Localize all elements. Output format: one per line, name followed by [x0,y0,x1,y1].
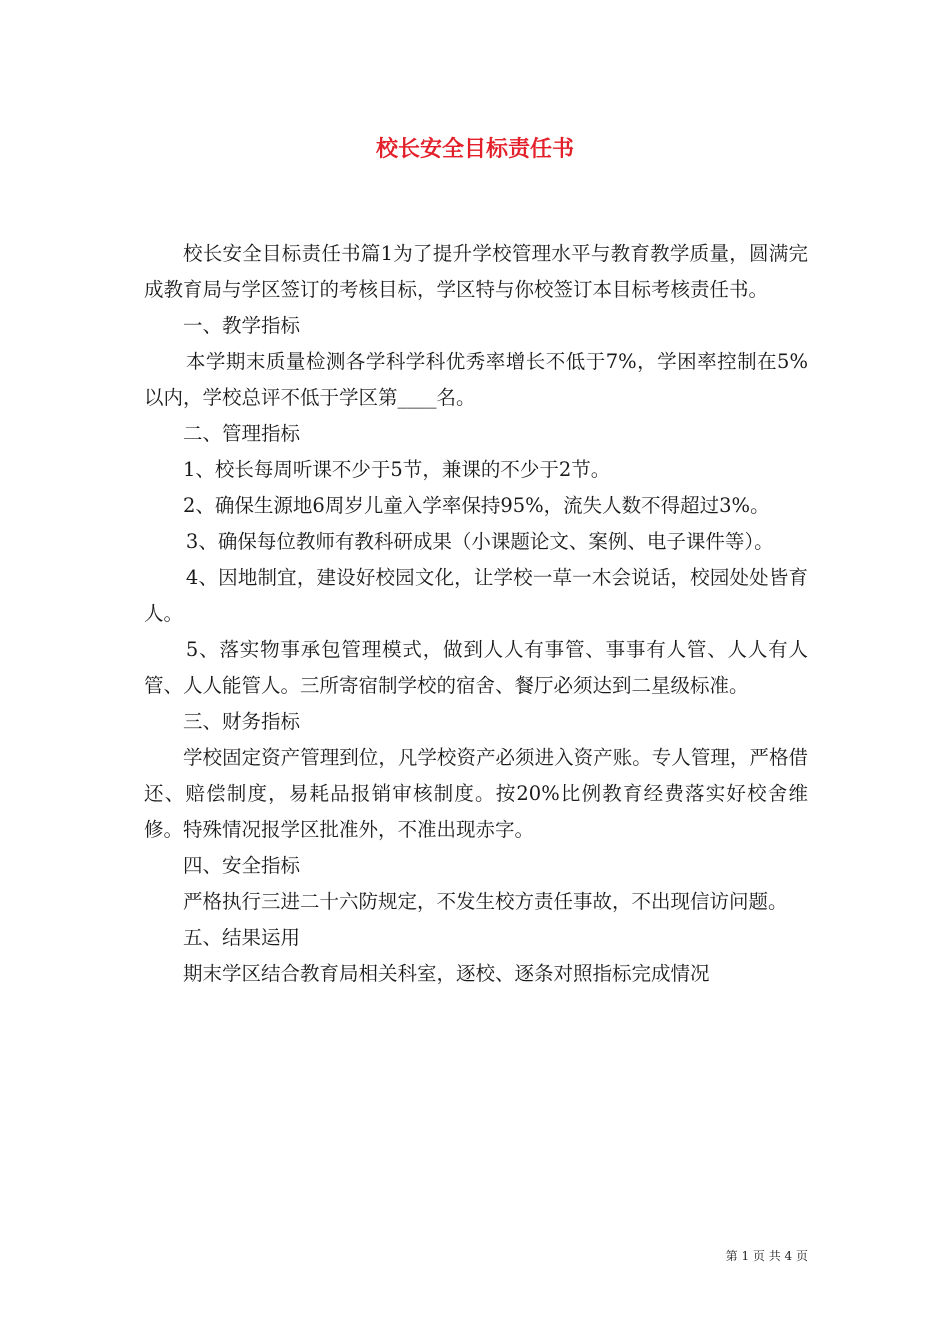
paragraph-management-4: 4、因地制宜，建设好校园文化，让学校一草一木会说话，校园处处皆育人。 [144,566,808,625]
page-number-label: 第 1 页 共 4 页 [725,1249,808,1263]
paragraph-management-1: 1、校长每周听课不少于5节，兼课的不少于2节。 [183,458,611,481]
paragraph-management-2: 2、确保生源地6周岁儿童入学率保持95%，流失人数不得超过3%。 [183,494,770,517]
paragraph-finance: 学校固定资产管理到位，凡学校资产必须进入资产账。专人管理，严格借还、赔偿制度，易耗品报销审核制度。按20%比例教育经费落实好校舍维修。特殊情况报学区批准外，不准出现赤字。 [144,746,808,841]
heading-finance: 三、财务指标 [183,710,301,733]
paragraph-intro: 校长安全目标责任书篇1为了提升学校管理水平与教育教学质量，圆满完成教育局与学区签订的考核目标，学区特与你校签订本目标考核责任书。 [144,242,808,301]
heading-safety: 四、安全指标 [183,854,301,877]
page-number-footer [726,1247,808,1264]
paragraph-results: 期末学区结合教育局相关科室，逐校、逐条对照指标完成情况 [183,962,710,985]
heading-results: 五、结果运用 [183,926,301,949]
document-title: 校长安全目标责任书 [375,136,574,162]
document-body [144,236,808,992]
paragraph-teaching: 本学期末质量检测各学科学科优秀率增长不低于7%，学困率控制在5%以内，学校总评不低于学区第____名。 [144,350,808,409]
heading-management: 二、管理指标 [183,422,301,445]
paragraph-management-5: 5、落实物事承包管理模式，做到人人有事管、事事有人管、人人有人管、人人能管人。三所寄宿制学校的宿舍、餐厅必须达到二星级标准。 [144,638,808,697]
paragraph-management-3: 3、确保每位教师有教科研成果（小课题论文、案例、电子课件等）。 [185,530,774,553]
paragraph-safety: 严格执行三进二十六防规定，不发生校方责任事故，不出现信访问题。 [183,890,788,913]
heading-teaching: 一、教学指标 [183,314,301,337]
